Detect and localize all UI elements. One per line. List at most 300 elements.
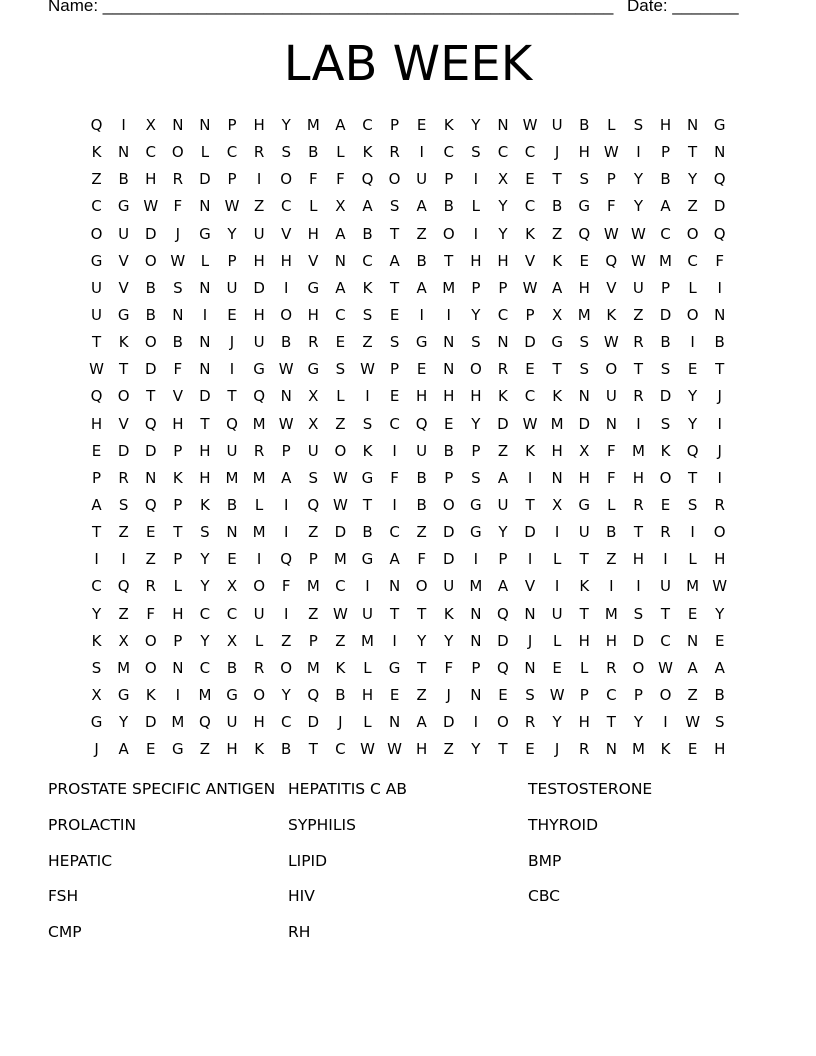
grid-cell: Y — [281, 686, 291, 705]
grid-cell: N — [172, 116, 184, 135]
grid-cell: R — [253, 143, 265, 162]
grid-row — [83, 438, 733, 465]
grid-cell: M — [631, 740, 645, 759]
grid-cell: G — [361, 468, 374, 487]
grid-cell: F — [607, 468, 616, 487]
grid-cell: T — [417, 658, 427, 677]
grid-cell: M — [306, 577, 320, 596]
letter-grid — [83, 112, 733, 763]
grid-cell: N — [199, 278, 211, 297]
grid-cell: L — [688, 278, 697, 297]
grid-cell: N — [172, 658, 184, 677]
grid-cell: E — [687, 604, 698, 623]
grid-cell: M — [659, 251, 672, 270]
grid-cell: I — [636, 143, 641, 162]
grid-cell: N — [172, 306, 184, 325]
grid-cell: Q — [497, 604, 509, 623]
grid-cell: S — [389, 333, 400, 352]
grid-cell: B — [443, 197, 454, 216]
grid-cell: T — [389, 224, 400, 243]
grid-cell: E — [444, 414, 454, 433]
grid-cell: W — [89, 360, 104, 379]
grid-cell: Z — [335, 631, 346, 650]
grid-cell: N — [470, 686, 482, 705]
grid-cell: O — [605, 360, 618, 379]
grid-cell: K — [362, 143, 373, 162]
word-item: TESTOSTERONE — [528, 780, 653, 798]
grid-cell: T — [362, 496, 373, 515]
grid-cell: Z — [308, 523, 319, 542]
grid-cell: H — [659, 116, 672, 135]
grid-cell: C — [524, 387, 536, 406]
grid-cell: W — [603, 333, 619, 352]
grid-cell: F — [146, 604, 156, 623]
grid-cell: E — [687, 740, 698, 759]
grid-cell: G — [117, 686, 130, 705]
grid-cell: H — [307, 224, 319, 243]
grid-cell: O — [144, 631, 157, 650]
grid-cell: R — [714, 496, 725, 515]
grid-cell: I — [554, 523, 560, 542]
grid-cell: E — [416, 360, 427, 379]
grid-cell: B — [281, 740, 292, 759]
grid-cell: G — [388, 658, 401, 677]
grid-cell: Y — [633, 197, 643, 216]
grid-cell: Q — [144, 414, 157, 433]
grid-cell: D — [144, 441, 157, 460]
grid-cell: K — [660, 441, 671, 460]
grid-cell: E — [389, 686, 400, 705]
grid-cell: E — [525, 360, 535, 379]
grid-cell: Y — [471, 414, 481, 433]
grid-cell: C — [660, 224, 671, 243]
grid-cell: A — [335, 278, 346, 297]
grid-cell: B — [145, 278, 156, 297]
grid-cell: I — [473, 713, 479, 732]
grid-cell: E — [227, 550, 237, 569]
grid-row — [83, 601, 733, 628]
grid-cell: M — [631, 441, 645, 460]
grid-cell: I — [554, 577, 560, 596]
grid-cell: Q — [713, 224, 726, 243]
grid-cell: P — [471, 441, 481, 460]
grid-cell: B — [606, 523, 617, 542]
grid-cell: D — [442, 550, 455, 569]
grid-cell: Z — [416, 686, 427, 705]
grid-cell: H — [145, 170, 157, 189]
grid-cell: G — [470, 523, 482, 542]
grid-cell: I — [365, 577, 370, 596]
grid-cell: E — [389, 387, 400, 406]
grid-cell: P — [227, 251, 237, 270]
grid-cell: Y — [688, 387, 698, 406]
grid-cell: K — [579, 577, 590, 596]
grid-cell: A — [660, 197, 671, 216]
grid-cell: N — [497, 333, 509, 352]
grid-cell: O — [90, 224, 103, 243]
grid-cell: X — [91, 686, 102, 705]
grid-cell: J — [338, 713, 343, 732]
grid-cell: Q — [361, 170, 374, 189]
grid-cell: M — [198, 686, 212, 705]
grid-cell: Q — [253, 387, 266, 406]
grid-cell: I — [636, 577, 641, 596]
grid-cell: Q — [713, 170, 726, 189]
grid-cell: N — [686, 116, 699, 135]
grid-cell: O — [253, 577, 266, 596]
grid-cell: B — [281, 333, 292, 352]
grid-cell: K — [660, 740, 671, 759]
grid-cell: Q — [605, 251, 618, 270]
grid-cell: T — [146, 387, 156, 406]
grid-row — [83, 655, 733, 682]
grid-cell: I — [229, 360, 235, 379]
grid-cell: I — [663, 550, 668, 569]
grid-cell: A — [91, 496, 102, 515]
grid-cell: Z — [552, 224, 563, 243]
grid-cell: I — [392, 441, 397, 460]
grid-cell: L — [363, 658, 372, 677]
grid-cell: Z — [118, 523, 129, 542]
grid-cell: E — [335, 333, 346, 352]
grid-cell: U — [91, 278, 103, 297]
grid-cell: S — [579, 333, 589, 352]
grid-cell: X — [579, 441, 590, 460]
grid-cell: M — [252, 468, 266, 487]
grid-cell: I — [473, 550, 479, 569]
grid-cell: S — [281, 143, 291, 162]
grid-cell: F — [336, 170, 345, 189]
grid-cell: L — [552, 550, 562, 569]
grid-cell: C — [335, 577, 346, 596]
grid-cell: L — [471, 197, 481, 216]
grid-cell: Y — [119, 713, 129, 732]
grid-cell: Z — [145, 550, 156, 569]
grid-cell: Y — [200, 550, 210, 569]
grid-cell: N — [524, 658, 536, 677]
grid-cell: K — [91, 143, 102, 162]
grid-cell: I — [527, 550, 533, 569]
grid-row — [83, 573, 733, 600]
grid-cell: I — [175, 686, 181, 705]
grid-cell: Y — [417, 631, 427, 650]
grid-cell: G — [307, 278, 320, 297]
grid-cell: L — [336, 387, 345, 406]
grid-cell: U — [632, 278, 644, 297]
grid-cell: J — [527, 631, 533, 650]
grid-cell: W — [712, 577, 728, 596]
grid-cell: J — [717, 441, 722, 460]
grid-cell: K — [91, 631, 102, 650]
grid-cell: S — [471, 143, 481, 162]
grid-cell: H — [253, 713, 265, 732]
grid-cell: R — [497, 360, 509, 379]
grid-cell: F — [390, 468, 399, 487]
grid-cell: J — [717, 387, 722, 406]
grid-cell: L — [580, 658, 589, 677]
grid-cell: I — [419, 143, 424, 162]
grid-cell: P — [281, 441, 291, 460]
grid-cell: H — [470, 387, 482, 406]
grid-cell: O — [415, 577, 428, 596]
grid-cell: X — [552, 496, 563, 515]
grid-cell: T — [552, 170, 562, 189]
grid-cell: U — [443, 577, 455, 596]
grid-cell: H — [605, 631, 617, 650]
grid-cell: Y — [200, 631, 210, 650]
grid-cell: M — [361, 631, 374, 650]
grid-cell: C — [91, 577, 102, 596]
grid-cell: Z — [416, 224, 427, 243]
grid-cell: D — [659, 387, 672, 406]
grid-cell: I — [121, 116, 126, 135]
grid-cell: N — [551, 468, 563, 487]
grid-cell: F — [607, 197, 616, 216]
grid-cell: T — [389, 278, 400, 297]
grid-cell: C — [91, 197, 102, 216]
grid-cell: W — [631, 251, 646, 270]
grid-cell: V — [606, 278, 617, 297]
grid-cell: O — [713, 523, 726, 542]
grid-cell: K — [552, 251, 563, 270]
date-field-label: Date: _______ — [627, 0, 739, 15]
word-item: SYPHILIS — [288, 815, 356, 834]
grid-cell: Q — [144, 496, 157, 515]
grid-cell: N — [524, 604, 536, 623]
grid-cell: J — [446, 686, 451, 705]
grid-cell: M — [604, 604, 618, 623]
grid-cell: R — [253, 441, 265, 460]
grid-cell: N — [199, 360, 211, 379]
grid-cell: R — [633, 496, 644, 515]
grid-cell: Z — [335, 414, 346, 433]
grid-cell: R — [524, 713, 536, 732]
grid-cell: B — [362, 224, 373, 243]
grid-cell: R — [308, 333, 319, 352]
grid-cell: P — [227, 170, 237, 189]
grid-cell: G — [199, 224, 211, 243]
grid-cell: V — [172, 387, 183, 406]
grid-cell: C — [660, 631, 671, 650]
grid-cell: E — [687, 360, 698, 379]
word-column — [48, 778, 275, 957]
grid-row — [83, 519, 733, 546]
grid-cell: F — [715, 251, 725, 270]
grid-cell: K — [525, 224, 535, 243]
grid-cell: O — [659, 686, 672, 705]
grid-cell: U — [91, 306, 103, 325]
grid-cell: J — [554, 143, 560, 162]
grid-cell: N — [118, 143, 130, 162]
grid-cell: W — [332, 604, 348, 623]
grid-cell: T — [715, 360, 725, 379]
grid-cell: E — [227, 306, 237, 325]
grid-cell: M — [442, 278, 456, 297]
grid-cell: O — [632, 658, 645, 677]
grid-cell: Y — [498, 197, 508, 216]
grid-cell: H — [632, 468, 645, 487]
grid-cell: E — [416, 116, 427, 135]
grid-cell: O — [686, 224, 699, 243]
grid-cell: K — [145, 686, 156, 705]
grid-cell: Y — [227, 224, 237, 243]
grid-cell: F — [308, 170, 318, 189]
grid-cell: O — [280, 658, 293, 677]
grid-cell: W — [278, 414, 294, 433]
grid-cell: H — [199, 441, 211, 460]
grid-cell: G — [415, 333, 428, 352]
grid-cell: T — [91, 333, 102, 352]
grid-cell: M — [550, 414, 564, 433]
grid-cell: L — [688, 550, 697, 569]
word-item: RH — [288, 923, 311, 942]
grid-cell: E — [714, 631, 725, 650]
grid-cell: D — [497, 414, 509, 433]
grid-cell: A — [552, 278, 563, 297]
grid-cell: V — [308, 251, 319, 270]
grid-row — [83, 411, 733, 438]
grid-cell: N — [714, 306, 726, 325]
grid-cell: T — [579, 604, 589, 623]
word-item: HEPATITIS C AB — [288, 780, 408, 798]
grid-cell: U — [118, 224, 130, 243]
grid-cell: N — [334, 251, 346, 270]
grid-cell: P — [660, 143, 671, 162]
grid-cell: E — [145, 523, 156, 542]
grid-cell: I — [256, 170, 262, 189]
grid-cell: V — [118, 251, 129, 270]
grid-cell: Q — [226, 414, 238, 433]
grid-cell: X — [226, 577, 238, 596]
grid-cell: D — [659, 306, 672, 325]
grid-cell: O — [469, 360, 482, 379]
grid-cell: H — [416, 387, 428, 406]
grid-cell: K — [443, 604, 454, 623]
grid-cell: S — [525, 686, 535, 705]
grid-cell: R — [389, 143, 400, 162]
grid-cell: H — [497, 251, 509, 270]
grid-cell: N — [199, 197, 211, 216]
grid-cell: B — [714, 686, 725, 705]
grid-cell: B — [443, 441, 454, 460]
grid-cell: N — [443, 333, 455, 352]
grid-cell: P — [308, 550, 318, 569]
grid-cell: I — [636, 414, 641, 433]
grid-cell: U — [226, 713, 238, 732]
grid-cell: L — [200, 143, 210, 162]
grid-cell: N — [497, 116, 509, 135]
grid-cell: N — [145, 468, 157, 487]
grid-cell: B — [335, 686, 346, 705]
word-item: CBC — [528, 887, 561, 906]
grid-cell: P — [173, 496, 183, 515]
grid-cell: P — [498, 278, 508, 297]
grid-cell: P — [173, 441, 183, 460]
grid-cell: E — [389, 306, 400, 325]
grid-cell: N — [280, 387, 292, 406]
grid-cell: O — [253, 686, 266, 705]
grid-cell: Y — [281, 116, 291, 135]
grid-cell: I — [283, 523, 289, 542]
grid-cell: W — [685, 713, 701, 732]
grid-cell: N — [686, 631, 699, 650]
grid-cell: M — [117, 658, 131, 677]
grid-cell: U — [253, 604, 265, 623]
grid-cell: O — [144, 333, 157, 352]
grid-cell: Z — [497, 441, 509, 460]
grid-cell: T — [606, 713, 616, 732]
grid-cell: M — [252, 523, 266, 542]
grid-cell: R — [172, 170, 184, 189]
word-item: CMP — [48, 923, 82, 942]
grid-cell: U — [551, 604, 563, 623]
grid-cell: P — [308, 631, 318, 650]
grid-cell: C — [497, 306, 509, 325]
grid-cell: X — [497, 170, 509, 189]
grid-cell: D — [442, 713, 455, 732]
word-column — [288, 778, 407, 957]
grid-cell: O — [144, 658, 157, 677]
grid-cell: R — [606, 658, 617, 677]
grid-cell: K — [362, 441, 373, 460]
grid-cell: P — [227, 116, 237, 135]
grid-row — [83, 302, 733, 329]
grid-cell: I — [446, 306, 451, 325]
grid-cell: T — [633, 360, 643, 379]
grid-cell: Y — [471, 116, 481, 135]
grid-cell: C — [497, 143, 509, 162]
grid-cell: D — [117, 441, 130, 460]
grid-cell: A — [497, 468, 509, 487]
grid-cell: C — [524, 197, 536, 216]
grid-cell: L — [254, 631, 264, 650]
grid-cell: X — [308, 387, 319, 406]
grid-cell: G — [470, 496, 482, 515]
grid-cell: B — [226, 496, 238, 515]
grid-cell: D — [497, 631, 509, 650]
grid-cell: W — [224, 197, 240, 216]
grid-cell: D — [713, 197, 726, 216]
grid-cell: T — [417, 604, 427, 623]
grid-cell: Z — [281, 631, 292, 650]
grid-cell: O — [171, 143, 184, 162]
grid-cell: M — [306, 116, 320, 135]
grid-cell: F — [173, 360, 183, 379]
grid-cell: S — [471, 333, 481, 352]
grid-cell: U — [253, 333, 265, 352]
grid-cell: L — [552, 631, 562, 650]
grid-cell: S — [633, 116, 644, 135]
grid-cell: W — [278, 360, 294, 379]
grid-cell: P — [660, 278, 671, 297]
grid-cell: E — [498, 686, 508, 705]
grid-cell: B — [172, 333, 183, 352]
grid-cell: G — [117, 197, 130, 216]
grid-row — [83, 193, 733, 220]
grid-cell: A — [497, 577, 509, 596]
grid-cell: C — [226, 604, 238, 623]
grid-cell: H — [578, 278, 590, 297]
grid-row — [83, 221, 733, 248]
grid-cell: C — [280, 713, 292, 732]
grid-cell: P — [444, 170, 454, 189]
grid-cell: M — [577, 306, 591, 325]
grid-cell: Y — [688, 170, 698, 189]
grid-cell: U — [578, 523, 590, 542]
grid-cell: P — [92, 468, 102, 487]
grid-cell: Y — [715, 604, 725, 623]
grid-cell: N — [388, 577, 401, 596]
